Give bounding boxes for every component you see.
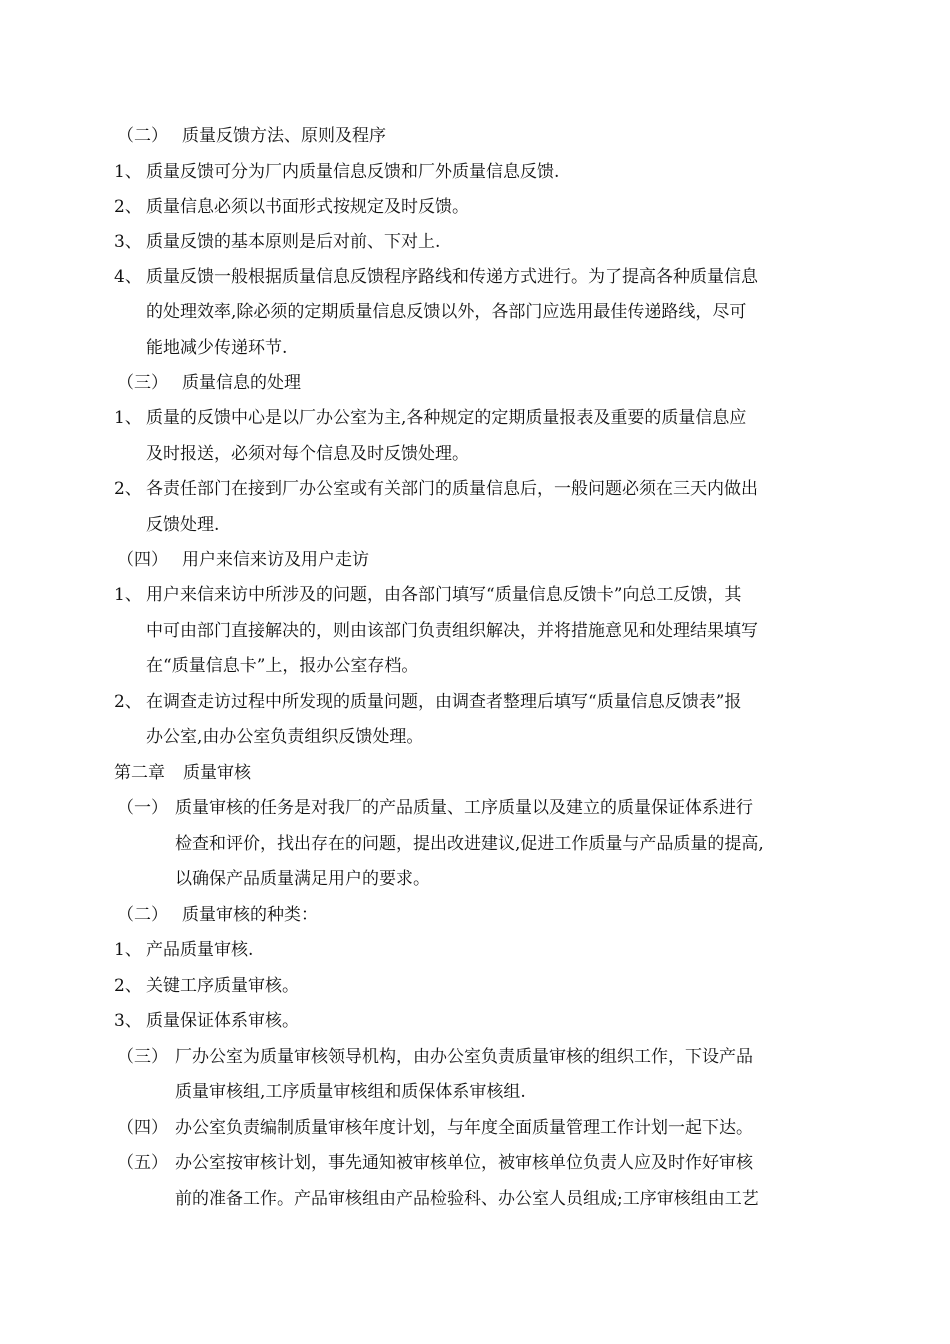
item-text: 各责任部门在接到厂办公室或有关部门的质量信息后，一般问题必须在三天内做出 [146,479,758,499]
list-item [114,196,469,218]
item-label: （五） [117,1153,168,1173]
list-item [114,407,746,429]
chapter-label: 第二章 [114,763,165,783]
list-item [114,266,758,288]
list-item [114,584,741,606]
item-label: 2、 [114,976,142,996]
item-label: 1、 [114,940,142,960]
item-text: 用户来信来访中所涉及的问题，由各部门填写“质量信息反馈卡”向总工反馈，其 [146,585,742,605]
item-text: 用户来信来访及用户走访 [182,550,369,570]
item-label: 2、 [114,692,142,712]
item-text: 质量保证体系审核。 [146,1011,299,1031]
section-item [117,1152,753,1174]
continuation-line: 检查和评价，找出存在的问题，提出改进建议,促进工作质量与产品质量的提高, [175,834,764,854]
continuation-line: 在“质量信息卡”上，报办公室存档。 [146,656,419,676]
item-text: 质量反馈方法、原则及程序 [182,126,386,146]
continuation-line: 及时报送，必须对每个信息及时反馈处理。 [146,444,469,464]
item-label: 3、 [114,232,142,252]
continuation-line: 反馈处理. [146,515,220,535]
section-item [117,1117,753,1139]
section-heading [117,904,318,926]
list-item [114,161,559,183]
item-text: 产品质量审核. [146,940,254,960]
item-label: 2、 [114,479,142,499]
continuation-line: 以确保产品质量满足用户的要求。 [175,869,430,889]
item-text: 质量反馈的基本原则是后对前、下对上. [146,232,441,252]
item-label: 3、 [114,1011,142,1031]
section-item [117,797,753,819]
item-label: 2、 [114,197,142,217]
item-text: 质量反馈一般根据质量信息反馈程序路线和传递方式进行。为了提高各种质量信息 [146,267,758,287]
item-text: 厂办公室为质量审核领导机构，由办公室负责质量审核的组织工作，下设产品 [175,1047,753,1067]
item-label: 4、 [114,267,142,287]
item-label: 1、 [114,162,142,182]
item-text: 质量审核的种类： [182,905,318,925]
chapter-title: 质量审核 [183,763,251,783]
chapter-heading [114,762,251,784]
item-text: 办公室按审核计划，事先通知被审核单位，被审核单位负责人应及时作好审核 [175,1153,753,1173]
list-item [114,1010,299,1032]
list-item [114,478,758,500]
item-text: 在调查走访过程中所发现的质量问题，由调查者整理后填写“质量信息反馈表”报 [146,692,742,712]
item-label: 1、 [114,408,142,428]
item-text: 质量反馈可分为厂内质量信息反馈和厂外质量信息反馈. [146,162,560,182]
item-text: 质量信息的处理 [182,373,301,393]
section-heading [117,125,386,147]
continuation-line: 办公室,由办公室负责组织反馈处理。 [146,727,424,747]
item-text: 关键工序质量审核。 [146,976,299,996]
list-item [114,231,440,253]
list-item [114,939,253,961]
item-label: （二） [117,126,168,146]
continuation-line: 前的准备工作。产品审核组由产品检验科、办公室人员组成;工序审核组由工艺 [175,1189,759,1209]
item-label: （四） [117,1118,168,1138]
section-item [117,1046,753,1068]
continuation-line: 的处理效率,除必须的定期质量信息反馈以外，各部门应选用最佳传递路线，尽可 [146,302,747,322]
item-text: 质量的反馈中心是以厂办公室为主,各种规定的定期质量报表及重要的质量信息应 [146,408,747,428]
item-label: （二） [117,905,168,925]
list-item [114,691,741,713]
section-heading [117,372,301,394]
item-label: （三） [117,373,168,393]
item-text: 质量信息必须以书面形式按规定及时反馈。 [146,197,469,217]
continuation-line: 中可由部门直接解决的，则由该部门负责组织解决，并将措施意见和处理结果填写 [146,621,758,641]
item-label: （一） [117,798,168,818]
list-item [114,975,299,997]
item-label: （三） [117,1047,168,1067]
continuation-line: 能地减少传递环节. [146,338,288,358]
item-text: 办公室负责编制质量审核年度计划，与年度全面质量管理工作计划一起下达。 [175,1118,753,1138]
item-text: 质量审核的任务是对我厂的产品质量、工序质量以及建立的质量保证体系进行 [175,798,753,818]
item-label: （四） [117,550,168,570]
item-label: 1、 [114,585,142,605]
section-heading [117,549,369,571]
continuation-line: 质量审核组,工序质量审核组和质保体系审核组. [175,1082,526,1102]
